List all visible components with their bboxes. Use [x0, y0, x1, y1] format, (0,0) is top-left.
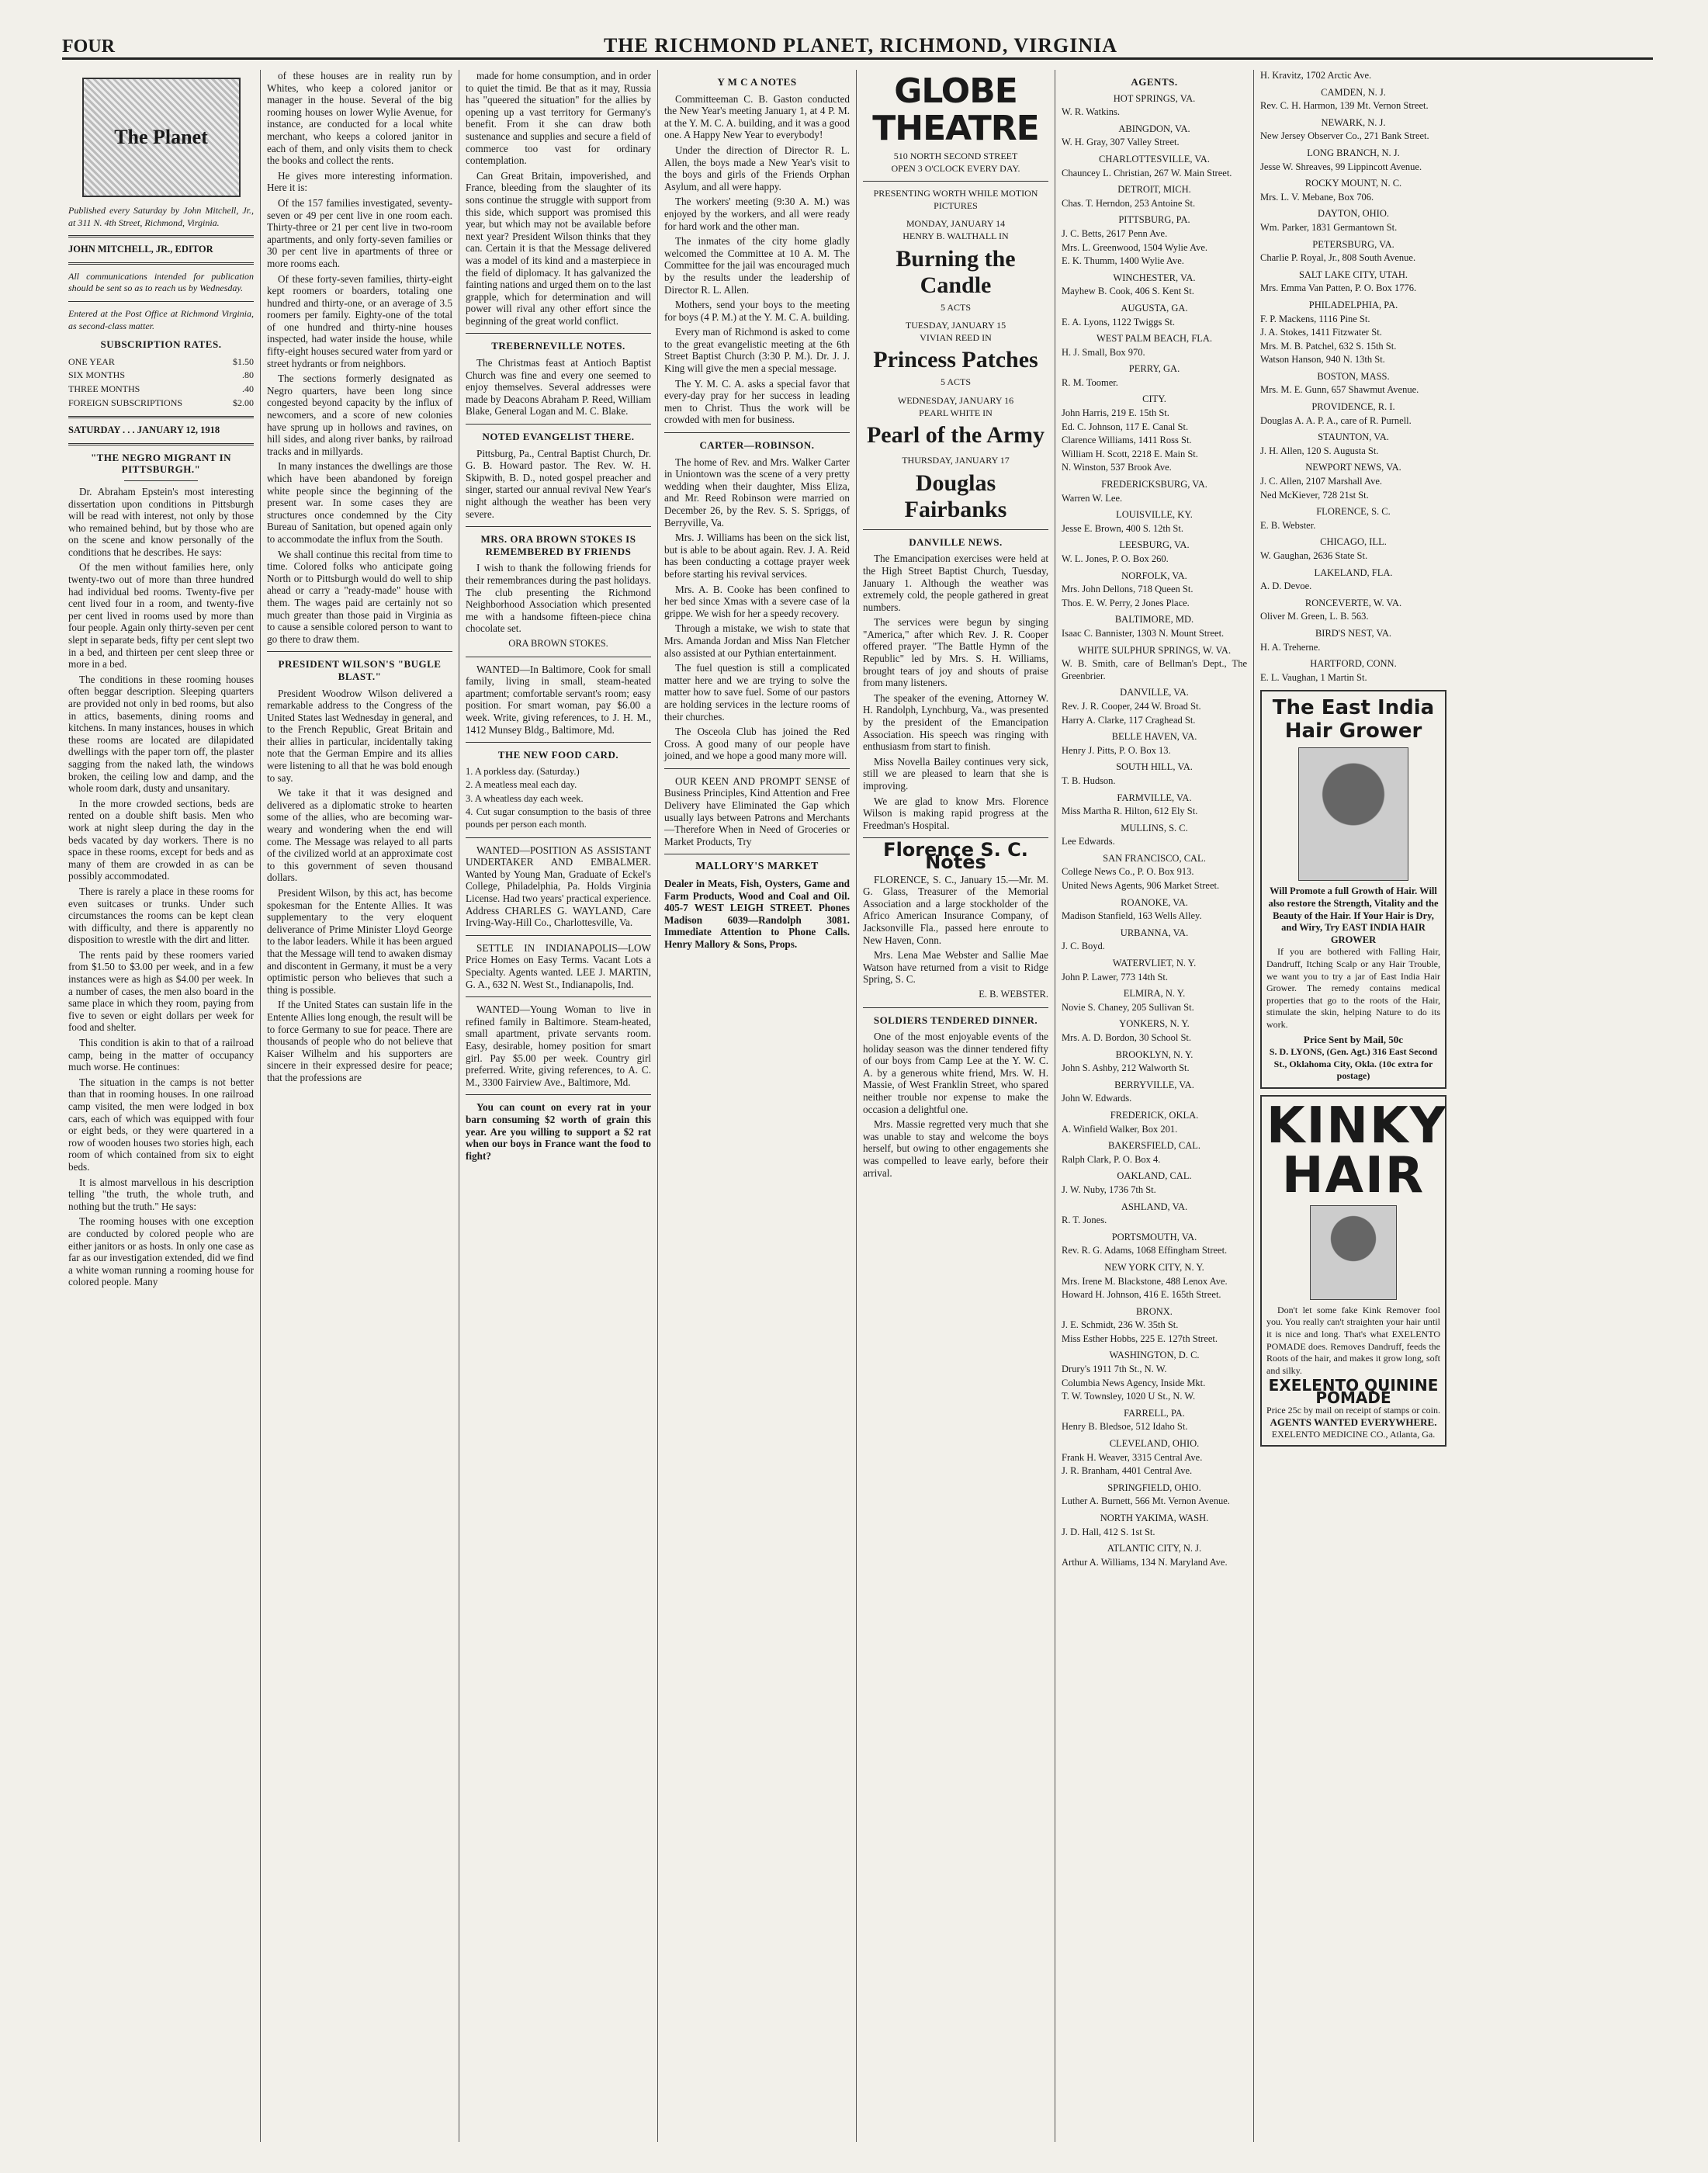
- agent-entry: John Harris, 219 E. 15th St.: [1062, 407, 1169, 419]
- article-paragraph: I wish to thank the following friends for their remembrances during the past holidays. The club presenting the Richmond Neighborhood Association which presented me with a handsome fifteen-piece china chocolate set.: [466, 562, 651, 635]
- agent-entry: J. C. Boyd.: [1062, 941, 1105, 952]
- theatre-presenting: PRESENTING WORTH WHILE MOTION PICTURES: [873, 188, 1038, 211]
- agent-entry: Mrs. L. Greenwood, 1504 Wylie Ave.: [1062, 241, 1207, 253]
- film-title: Burning the Candle: [896, 245, 1016, 298]
- agent-entry: Mrs. M. B. Patchel, 632 S. 15th St.: [1260, 340, 1397, 352]
- showing-date: WEDNESDAY, JANUARY 16: [897, 394, 1014, 406]
- article-paragraph: We shall continue this recital from time to time. Colored folks who anticipate going North or to Pittsburgh would do well to ship ahead or carry a "ready-made" house with them. The wages paid are certainly not so much greater than those paid in Virginia as to cause a sensible colored person to want to go there to draw them.: [267, 548, 452, 645]
- agent-place: NEWARK, N. J.: [1321, 116, 1386, 128]
- column-2: [261, 70, 459, 2142]
- agent-place: WHITE SULPHUR SPRINGS, W. VA.: [1077, 644, 1232, 656]
- agent-entry: J. D. Hall, 412 S. 1st St.: [1062, 1526, 1155, 1537]
- rate-row: ONE YEAR $1.50: [68, 355, 254, 367]
- article-paragraph: The Christmas feast at Antioch Baptist Church was fine and every one seemed to enjoy themselves. Several addresses were made by Deacons Abraham P. Reed, William Blake, General Logan and M. C. Blake.: [466, 357, 651, 418]
- showing-star: VIVIAN REED IN: [920, 331, 992, 343]
- article-paragraph: made for home consumption, and in order to quiet the timid. Be that as it may, Russia has "queered the situation" for the allies by opening up a vast territory for Germany's benefit. From it she can draw both sustenance and supplies and secure a field of commerce too vast for ordinary contemplation.: [466, 70, 651, 167]
- article-paragraph: Mrs. J. Williams has been on the sick list, but is able to be about again. Rev. J. A. Reid has been conducting a cottage prayer week before starting his revival services.: [664, 532, 850, 580]
- agents-heading: AGENTS.: [1131, 76, 1178, 88]
- page-columns: [62, 70, 1653, 2157]
- food-rule: 1. A porkless day. (Saturday.): [466, 765, 580, 777]
- article-headline: TREBERNEVILLE NOTES.: [491, 340, 625, 352]
- agent-place: ABINGDON, VA.: [1118, 123, 1190, 134]
- agent-place: WASHINGTON, D. C.: [1109, 1350, 1200, 1361]
- agent-place: FREDERICKSBURG, VA.: [1101, 479, 1207, 490]
- food-rule: 4. Cut sugar consumption to the basis of three pounds per person each month.: [466, 806, 651, 830]
- theatre-address: 510 NORTH SECOND STREET: [893, 151, 1018, 161]
- showing-date: THURSDAY, JANUARY 17: [902, 455, 1010, 466]
- ad-agent: S. D. LYONS, (Gen. Agt.) 316 East Second St., Oklahoma City, Okla. (10c extra for postage): [1269, 1046, 1438, 1082]
- article-paragraph: The workers' meeting (9:30 A. M.) was enjoyed by the workers, and all were ready for hard work and the other man.: [664, 196, 850, 232]
- article-paragraph: of these houses are in reality run by Whites, who keep a colored janitor or manager in the house. Several of the big rooming houses on lower Wylie Avenue, for instance, are conducted for a local white merchant, who keeps a colored janitor in each of them, and only visits them to check the books and collect the rents.: [267, 70, 452, 167]
- rate-row: FOREIGN SUBSCRIPTIONS $2.00: [68, 397, 254, 408]
- ad-price: Price Sent by Mail, 50c: [1303, 1034, 1404, 1046]
- article-paragraph: Dr. Abraham Epstein's most interesting dissertation upon conditions in Pittsburgh will be read with interest, not only by those who remained behind, but by those who are on the scene and know personally of the conditions that he describes. He says:: [68, 485, 254, 558]
- agent-place: LAKELAND, FLA.: [1314, 567, 1393, 578]
- woman-portrait-image: [1298, 747, 1408, 881]
- market-ad-text: OUR KEEN AND PROMPT SENSE of Business Principles, Kind Attention and Free Delivery have Eliminated the Gap which usually lays between Patrons and Merchants—Therefore When in Need of Groceries or Market Products, Try: [664, 775, 850, 847]
- agent-place: FARRELL, PA.: [1124, 1407, 1185, 1419]
- agent-entry: T. W. Townsley, 1020 U St., N. W.: [1062, 1391, 1196, 1402]
- column-3: [459, 70, 658, 2142]
- agent-entry: Lee Edwards.: [1062, 836, 1115, 847]
- agent-place: ROANOKE, VA.: [1121, 896, 1188, 908]
- signature: ORA BROWN STOKES.: [508, 637, 608, 649]
- article-paragraph: Through a mistake, we wish to state that Mrs. Amanda Jordan and Miss Nan Fletcher also assisted at our Pythian entertainment.: [664, 622, 850, 659]
- article-paragraph: Mrs. Lena Mae Webster and Sallie Mae Watson have returned from a visit to Ridge Spring, S. C.: [863, 949, 1048, 986]
- agent-place: YONKERS, N. Y.: [1119, 1018, 1190, 1030]
- agent-place: HARTFORD, CONN.: [1310, 658, 1397, 670]
- agent-entry: W. B. Smith, care of Bellman's Dept., The Greenbrier.: [1062, 658, 1247, 681]
- agent-place: CLEVELAND, OHIO.: [1109, 1438, 1200, 1450]
- agent-entry: H. Kravitz, 1702 Arctic Ave.: [1260, 70, 1372, 81]
- publication-notice: Published every Saturday by John Mitchell, Jr., at 311 N. 4th Street, Richmond, Virginia.: [68, 205, 254, 228]
- agent-place: NORTH YAKIMA, WASH.: [1100, 1513, 1209, 1523]
- agent-entry: Mrs. M. E. Gunn, 657 Shawmut Avenue.: [1260, 384, 1419, 396]
- agent-place: URBANNA, VA.: [1120, 927, 1189, 938]
- article-paragraph: In many instances the dwellings are those which have been abandoned by foreign white people since the beginning of the present war. In some cases they are structures once condemned by the City Bureau of Sanitation, but opened again only to accommodate the influx from the South.: [267, 460, 452, 545]
- agent-entry: Mayhew B. Cook, 406 S. Kent St.: [1062, 286, 1194, 297]
- agent-entry: Mrs. Emma Van Patten, P. O. Box 1776.: [1260, 282, 1417, 294]
- agent-entry: Douglas A. A. P. A., care of R. Purnell.: [1260, 414, 1412, 426]
- agent-place: WEST PALM BEACH, FLA.: [1097, 333, 1212, 345]
- agent-entry: Rev. C. H. Harmon, 139 Mt. Vernon Street.: [1260, 100, 1429, 112]
- article-paragraph: The home of Rev. and Mrs. Walker Carter in Uniontown was the scene of a very pretty wedding when their daughter, Miss Eliza, and Mr. Reed Robinson were married on December 26, by the Rev. S. S. Spriggs, of Berryville, Va.: [664, 456, 850, 529]
- agent-entry: E. B. Webster.: [1260, 519, 1316, 531]
- rates-table: [68, 355, 254, 410]
- article-paragraph: Pittsburg, Pa., Central Baptist Church, Dr. G. B. Howard pastor. The Rev. W. H. Skipwith, B. D., noted gospel preacher and singer, started our annual revival New Year's night although the weather has been very severe.: [466, 447, 651, 520]
- showing-date: TUESDAY, JANUARY 15: [905, 320, 1006, 331]
- agent-entry: Madison Stanfield, 163 Wells Alley.: [1062, 910, 1202, 922]
- showing-star: HENRY B. WALTHALL IN: [903, 230, 1009, 241]
- article-paragraph: Under the direction of Director R. L. Allen, the boys made a New Year's visit to the boys and girls of the Friends Orphan Asylum, and all were happy.: [664, 144, 850, 192]
- ad-price: Price 25c by mail on receipt of stamps or coin.: [1266, 1404, 1440, 1416]
- agent-entry: Novie S. Chaney, 205 Sullivan St.: [1062, 1001, 1194, 1013]
- column-1: [62, 70, 261, 2142]
- agent-entry: Columbia News Agency, Inside Mkt.: [1062, 1377, 1206, 1388]
- masthead: [62, 31, 1653, 60]
- column-4: [658, 70, 857, 2142]
- agent-entry: J. C. Betts, 2617 Penn Ave.: [1062, 227, 1168, 239]
- ad-body: If you are bothered with Falling Hair, Dandruff, Itching Scalp or any Hair Trouble, we want you to try a jar of East India Hair Grower. The remedy contains medical properties that go to the roots of the Hair, stimulate the skin, helping Nature to do its work.: [1266, 946, 1440, 1030]
- signature: E. B. WEBSTER.: [979, 988, 1048, 1000]
- agent-entry: United News Agents, 906 Market Street.: [1062, 880, 1220, 892]
- classified-ad: WANTED—Young Woman to live in refined family in Baltimore. Steam-heated, small apartment, private servants room. Easy, desirable, homey position for smart girl. Pay $5.00 per week. Country girl preferred. Write, giving references, to A. C. M., 3300 Fairview Ave., Baltimore, Md.: [466, 1003, 651, 1088]
- agent-entry: Watson Hanson, 940 N. 13th St.: [1260, 354, 1385, 366]
- article-headline: MRS. ORA BROWN STOKES IS REMEMBERED BY FRIENDS: [480, 533, 636, 557]
- agent-entry: E. L. Vaughan, 1 Martin St.: [1260, 671, 1367, 683]
- agent-entry: Henry J. Pitts, P. O. Box 13.: [1062, 744, 1171, 756]
- agent-entry: Mrs. Irene M. Blackstone, 488 Lenox Ave.: [1062, 1275, 1228, 1287]
- agent-entry: R. T. Jones.: [1062, 1215, 1107, 1226]
- agent-entry: W. R. Watkins.: [1062, 106, 1121, 118]
- article-paragraph: The situation in the camps is not better than that in rooming houses. In one railroad camp visited, the men were lodged in box cars, each of which was equipped with four or eight beds, or they were quartered in a row of wooden houses two stories high, each room of which contained from six to eight beds.: [68, 1076, 254, 1173]
- article-paragraph: He gives more interesting information. Here it is:: [267, 169, 452, 194]
- agent-entry: Jesse E. Brown, 400 S. 12th St.: [1062, 522, 1183, 534]
- ad-brand: EXELENTO QUININE POMADE: [1268, 1376, 1439, 1407]
- article-paragraph: We are glad to know Mrs. Florence Wilson is making rapid progress at the Freedman's Hospital.: [863, 795, 1048, 831]
- agent-place: WINCHESTER, VA.: [1113, 272, 1196, 283]
- film-title: Pearl of the Army: [866, 422, 1045, 449]
- agent-entry: H. J. Small, Box 970.: [1062, 346, 1145, 358]
- film-acts: 5 ACTS: [940, 301, 971, 313]
- article-headline: Florence S. C. Notes: [883, 839, 1028, 873]
- kinky-hair-ad: [1260, 1095, 1446, 1447]
- article-paragraph: Mrs. Massie regretted very much that she was unable to stay and welcome the boys herself, but owing to other engagements she was compelled to leave early, before their arrival.: [863, 1118, 1048, 1179]
- agent-place: PROVIDENCE, R. I.: [1311, 401, 1395, 413]
- agent-entry: W. H. Gray, 307 Valley Street.: [1062, 137, 1180, 148]
- article-paragraph: Of the 157 families investigated, seventy-seven or 49 per cent live in one room each. Thirty-three or 21 per cent live in two-room apartments, and only forty-seven families or 30 per cent live in apartments of three or more rooms each.: [267, 196, 452, 269]
- editor-line: JOHN MITCHELL, JR., EDITOR: [68, 244, 213, 255]
- agent-entry: Chauncey L. Christian, 267 W. Main Street.: [1062, 167, 1232, 178]
- agent-entry: A. Winfield Walker, Box 201.: [1062, 1123, 1178, 1135]
- agent-entry: Charlie P. Royal, Jr., 808 South Avenue.: [1260, 252, 1416, 264]
- dateline: SATURDAY . . . JANUARY 12, 1918: [68, 425, 220, 436]
- ad-heading: The East India Hair Grower: [1272, 696, 1435, 743]
- agent-entry: J. C. Allen, 2107 Marshall Ave.: [1260, 476, 1383, 487]
- agent-place: LOUISVILLE, KY.: [1116, 509, 1193, 521]
- agent-place: CITY.: [1142, 393, 1166, 405]
- column-5: [857, 70, 1055, 2142]
- agent-place: OAKLAND, CAL.: [1117, 1170, 1192, 1182]
- article-headline: SOLDIERS TENDERED DINNER.: [873, 1014, 1038, 1026]
- agent-entry: A. D. Devoe.: [1260, 581, 1312, 592]
- agent-entry: Drury's 1911 7th St., N. W.: [1062, 1364, 1167, 1375]
- planet-logo: The Planet: [82, 78, 241, 197]
- agent-entry: Thos. E. W. Perry, 2 Jones Place.: [1062, 597, 1190, 608]
- agent-entry: J. A. Stokes, 1411 Fitzwater St.: [1260, 327, 1382, 338]
- agent-place: STAUNTON, VA.: [1318, 431, 1389, 443]
- article-headline: PRESIDENT WILSON'S "BUGLE BLAST.": [278, 658, 442, 682]
- agent-place: NEW YORK CITY, N. Y.: [1104, 1261, 1204, 1273]
- ad-agents: AGENTS WANTED EVERYWHERE.: [1270, 1416, 1437, 1429]
- article-paragraph: Of these forty-seven families, thirty-eight kept roomers or boarders, totaling one hundred and thirty-one, or an average of 3.5 roomers per family. Eighty-one of the total of one hundred and thirty-nine houses inspected, had water inside the house, while fifty-eight houses secured water from yard or street hydrants or from neighbors.: [267, 272, 452, 369]
- agent-entry: John W. Edwards.: [1062, 1093, 1132, 1104]
- agent-entry: Oliver M. Green, L. B. 563.: [1260, 611, 1369, 622]
- communications-notice: All communications intended for publication should be sent so as to reach us by Wednesday.: [68, 270, 254, 294]
- agent-place: FREDERICK, OKLA.: [1110, 1109, 1199, 1121]
- agent-entry: Ed. C. Johnson, 117 E. Canal St.: [1062, 421, 1189, 432]
- rate-row: THREE MONTHS .40: [68, 383, 254, 394]
- agent-place: FARMVILLE, VA.: [1117, 792, 1192, 803]
- article-paragraph: If the United States can sustain life in the Entente Allies long enough, the result will be to force Germany to sue for peace. There are thousands of people who do not believe that Kaiser Wilhelm and his supporters are sincere in their expressed desire for peace; that the professions are: [267, 999, 452, 1083]
- article-headline: "THE NEGRO MIGRANT IN PITTSBURGH.": [90, 451, 232, 476]
- agent-entry: H. A. Treherne.: [1260, 641, 1321, 653]
- agent-place: WATERVLIET, N. Y.: [1112, 958, 1197, 969]
- agent-entry: Harry A. Clarke, 117 Craghead St.: [1062, 714, 1196, 726]
- agent-place: SPRINGFIELD, OHIO.: [1107, 1482, 1201, 1493]
- agent-entry: J. R. Branham, 4401 Central Ave.: [1062, 1465, 1193, 1477]
- agent-place: HOT SPRINGS, VA.: [1113, 92, 1196, 104]
- agent-entry: W. L. Jones, P. O. Box 260.: [1062, 553, 1169, 564]
- agent-place: BELLE HAVEN, VA.: [1111, 731, 1197, 743]
- agent-entry: Frank H. Weaver, 3315 Central Ave.: [1062, 1451, 1203, 1463]
- agent-entry: Mrs. A. D. Bordon, 30 School St.: [1062, 1032, 1192, 1043]
- article-paragraph: The Emancipation exercises were held at the High Street Baptist Church, Tuesday, January 1. Although the weather was extremely cold, the people gathered in great numbers.: [863, 553, 1048, 613]
- article-headline: THE NEW FOOD CARD.: [497, 749, 619, 761]
- article-paragraph: The conditions in these rooming houses often beggar description. Sleeping quarters are provided not only in bed rooms, but also in attics, basements, dining rooms and kitchens. In many instances, houses in which these rooms are located are dilapidated dwellings with the paper torn off, the plaster sagging from the naked lath, the windows broken, the ceiling low and damp, and the whole room dark, dusty and unsanitary.: [68, 673, 254, 795]
- agent-place: DAYTON, OHIO.: [1317, 208, 1390, 220]
- article-paragraph: One of the most enjoyable events of the holiday season was the dinner tendered fifty of our boys from Camp Lee at the Y. W. C. A. by a generous white friend, Mrs. W. H. Massie, of West Franklin Street, who spared neither trouble nor expense to make the occasion a delightful one.: [863, 1031, 1048, 1115]
- film-acts: 5 ACTS: [940, 376, 971, 388]
- article-paragraph: Committeeman C. B. Gaston conducted the New Year's meeting January 1, at 4 P. M. at the Y. M. C. A. building, and it was a good one. A Happy New Year to everybody!: [664, 92, 850, 141]
- agent-entry: E. K. Thumm, 1400 Wylie Ave.: [1062, 255, 1184, 267]
- article-paragraph: It is almost marvellous in his description telling "the truth, the whole truth, and nothing but the truth." He says:: [68, 1176, 254, 1212]
- entry-notice: Entered at the Post Office at Richmond Virginia, as second-class matter.: [68, 307, 254, 331]
- page-number: FOUR: [62, 36, 115, 57]
- article-paragraph: We take it that it was designed and delivered as a diplomatic stroke to hearten some of the allies, who are becoming war-weary and wondering when the end will come. The Message was relayed to all parts of the civilized world at an approximate cost to this government of seven thousand dollars.: [267, 787, 452, 884]
- market-ad-details: Dealer in Meats, Fish, Oysters, Game and Farm Products, Wood and Coal and Oil. 405-7 WEST LEIGH STREET. Phones Madison 6039—Randolph 3081. Immediate Attention to Phone Calls. Henry Mallory & Sons, Props.: [664, 878, 850, 950]
- article-headline: NOTED EVANGELIST THERE.: [482, 431, 635, 443]
- agent-entry: F. P. Mackens, 1116 Pine St.: [1260, 313, 1370, 324]
- agent-place: BRONX.: [1136, 1305, 1173, 1317]
- article-paragraph: President Woodrow Wilson delivered a remarkable address to the Congress of the United States last Wednesday in general, and to the French Republic, Great Britain and their allies in particular, incidentally taking note that the German Empire and its allies were listening to all that he was bold enough to say.: [267, 687, 452, 784]
- theatre-hours: OPEN 3 O'CLOCK EVERY DAY.: [891, 162, 1020, 174]
- article-headline: Y M C A NOTES: [717, 76, 797, 88]
- agent-place: CHICAGO, ILL.: [1320, 536, 1387, 548]
- rates-heading: SUBSCRIPTION RATES.: [100, 338, 222, 351]
- agent-entry: W. Gaughan, 2636 State St.: [1260, 550, 1368, 561]
- article-paragraph: FLORENCE, S. C., January 15.—Mr. M. G. Glass, Treasurer of the Memorial Association and a large stockholder of the Africo American Insurance Company, of Jacksonville Fla., passed here enroute to New Haven, Conn.: [863, 873, 1048, 946]
- column-6: [1055, 70, 1254, 2142]
- article-paragraph: The inmates of the city home gladly welcomed the Committee at 10 A. M. The Committee for the jail was encouraged much by the results under the leadership of Director R. L. Allen.: [664, 235, 850, 296]
- ad-heading: KINKY HAIR: [1266, 1097, 1447, 1204]
- article-paragraph: In the more crowded sections, beds are rented on a double shift basis. Men who work at night sleep during the day in the beds vacated by day workers. There is no space in these rooms, except for beds and as many of them are crowded in as can be possibly accommodated.: [68, 797, 254, 882]
- agent-entry: New Jersey Observer Co., 271 Bank Street.: [1260, 130, 1429, 142]
- article-paragraph: The sections formerly designated as Negro quarters, have been long since congested beyond capacity by the influx of newcomers, and a score of new colonies have sprung up in hollows and ravines, on hill sides, and along river banks, by railroad tracks and in millyards.: [267, 373, 452, 457]
- agent-place: PETERSBURG, VA.: [1312, 238, 1394, 250]
- agent-entry: Rev. R. G. Adams, 1068 Effingham Street.: [1062, 1245, 1228, 1256]
- showing-date: MONDAY, JANUARY 14: [906, 218, 1006, 230]
- agent-entry: T. B. Hudson.: [1062, 775, 1116, 786]
- column-7: [1254, 70, 1453, 2142]
- article-paragraph: Miss Novella Bailey continues very sick, still we are pleased to learn that she is improving.: [863, 755, 1048, 792]
- article-paragraph: The Osceola Club has joined the Red Cross. A good many of our people have joined, and we hope a good many more will.: [664, 726, 850, 762]
- agent-entry: Jesse W. Shreaves, 99 Lippincott Avenue.: [1260, 161, 1422, 172]
- article-paragraph: There is rarely a place in these rooms for even suitcases or trunks. Under such circumstances the rooms can be kept clean with difficulty, and there is apparently no disposition to wrestle with the dirt and litter.: [68, 885, 254, 946]
- agent-entry: Mrs. John Dellons, 718 Queen St.: [1062, 584, 1194, 595]
- agent-place: BOSTON, MASS.: [1317, 370, 1390, 382]
- agent-entry: E. A. Lyons, 1122 Twiggs St.: [1062, 316, 1176, 328]
- film-title: Douglas Fairbanks: [904, 470, 1007, 522]
- agent-place: BALTIMORE, MD.: [1114, 614, 1194, 626]
- agent-place: CHARLOTTESVILLE, VA.: [1099, 153, 1210, 165]
- agent-entry: R. M. Toomer.: [1062, 376, 1118, 388]
- agent-place: PITTSBURG, PA.: [1118, 214, 1190, 226]
- agent-entry: Mrs. L. V. Mebane, Box 706.: [1260, 191, 1374, 203]
- article-paragraph: The Y. M. C. A. asks a special favor that every-day pray for her success in leading men to Christ. Thus the work will be crowded with men for business.: [664, 377, 850, 426]
- agent-place: LONG BRANCH, N. J.: [1307, 147, 1400, 158]
- agent-place: SALT LAKE CITY, UTAH.: [1298, 269, 1408, 280]
- agent-place: BAKERSFIELD, CAL.: [1107, 1140, 1201, 1152]
- article-paragraph: The fuel question is still a complicated matter here and we are trying to solve the matter how to save fuel. Some of our pastors are holding services in the lecture rooms of their churches.: [664, 662, 850, 723]
- article-paragraph: Of the men without families here, only twenty-two out of more than three hundred had individual bed rooms. Twenty-five per cent lived four in a room, and twenty-five per cent lived in rooms used by more than four people. Again only thirty-seven per cent slept in separate beds, fifty per cent slept two in a bed, and thirteen per cent sleep three or more in a bed.: [68, 561, 254, 671]
- agent-entry: Warren W. Lee.: [1062, 492, 1123, 504]
- agent-entry: Howard H. Johnson, 416 E. 165th Street.: [1062, 1289, 1221, 1301]
- rate-row: SIX MONTHS .80: [68, 369, 254, 381]
- ad-company: EXELENTO MEDICINE CO., Atlanta, Ga.: [1271, 1428, 1436, 1440]
- showing-star: PEARL WHITE IN: [919, 407, 993, 418]
- agent-place: BERRYVILLE, VA.: [1114, 1079, 1194, 1090]
- agent-place: ROCKY MOUNT, N. C.: [1304, 178, 1402, 189]
- agent-place: ATLANTIC CITY, N. J.: [1107, 1543, 1202, 1554]
- newspaper-title: THE RICHMOND PLANET, RICHMOND, VIRGINIA: [603, 34, 1118, 57]
- agent-entry: Luther A. Burnett, 566 Mt. Vernon Avenue.: [1062, 1495, 1230, 1507]
- ad-claim: Will Promote a full Growth of Hair. Will also restore the Strength, Vitality and the Beauty of the Hair. If Your Hair is Dry, and Wiry, Try EAST INDIA HAIR GROWER: [1268, 885, 1439, 945]
- agent-place: BROOKLYN, N. Y.: [1115, 1048, 1194, 1060]
- agent-place: NEWPORT NEWS, VA.: [1305, 462, 1401, 473]
- agent-entry: College News Co., P. O. Box 913.: [1062, 866, 1194, 878]
- agent-entry: Arthur A. Williams, 134 N. Maryland Ave.: [1062, 1556, 1228, 1568]
- agent-place: ASHLAND, VA.: [1121, 1201, 1188, 1212]
- agent-place: SOUTH HILL, VA.: [1116, 761, 1193, 773]
- agent-entry: Wm. Parker, 1831 Germantown St.: [1260, 221, 1398, 233]
- market-ad-heading: MALLORY'S MARKET: [695, 861, 819, 873]
- theatre-name: GLOBE THEATRE: [872, 71, 1039, 148]
- article-headline: CARTER—ROBINSON.: [699, 439, 815, 452]
- agent-entry: Miss Martha R. Hilton, 612 Ely St.: [1062, 806, 1198, 817]
- agent-entry: Miss Esther Hobbs, 225 E. 127th Street.: [1062, 1333, 1218, 1344]
- article-paragraph: President Wilson, by this act, has become spokesman for the Entente Allies. It was supplementary to the very eloquent deliverance of Prime Minister Lloyd George to the labor leaders. While it has been argued that the Message will tend to awaken dismay and discontent in Germany, it must be a very optimistic person who believes that such a thing is possible.: [267, 887, 452, 996]
- agent-entry: J. W. Nuby, 1736 7th St.: [1062, 1184, 1156, 1195]
- classified-ad: WANTED—In Baltimore, Cook for small family, living in small, steam-heated apartment; comfortable servant's room; easy position. For smart woman, pay $6.00 a week. Write, giving references, to J. H. M., 1412 Munsey Bldg., Baltimore, Md.: [466, 663, 651, 736]
- agent-place: FLORENCE, S. C.: [1316, 506, 1391, 518]
- agent-place: DANVILLE, VA.: [1120, 687, 1189, 698]
- agent-entry: William H. Scott, 2218 E. Main St.: [1062, 448, 1198, 459]
- woman-portrait-image: [1310, 1205, 1397, 1300]
- article-paragraph: Mrs. A. B. Cooke has been confined to her bed since Xmas with a severe case of la grippe. We wish for her a speedy recovery.: [664, 583, 850, 619]
- agent-place: LEESBURG, VA.: [1119, 539, 1190, 551]
- agent-entry: Ralph Clark, P. O. Box 4.: [1062, 1153, 1161, 1165]
- classified-ad: WANTED—POSITION AS ASSISTANT UNDERTAKER AND EMBALMER. Wanted by Young Man, Graduate of Eckel's College, Philadelphia, Pa. Holds Virginia License. Had two years' practical experience. Address CHARLES G. WAYLAND, Care Irving-Way-Hill Co., Charlottesville, Va.: [466, 844, 651, 929]
- agent-place: DETROIT, MICH.: [1117, 184, 1191, 196]
- classified-ad: SETTLE IN INDIANAPOLIS—LOW Price Homes on Easy Terms. Vacant Lots a Specialty. Agents wanted. LEE J. MARTIN, G. A., 632 N. West St., Indianapolis, Ind.: [466, 941, 651, 990]
- east-india-hair-grower-ad: [1260, 690, 1446, 1089]
- ad-body: Don't let some fake Kink Remover fool you. You really can't straighten your hair until it is nice and long. That's what EXELENTO POMADE does. Removes Dandruff, feeds the Roots of the hair, and makes it grow long, soft and silky.: [1266, 1304, 1440, 1376]
- food-notice: You can count on every rat in your barn consuming $2 worth of grain this year. Are you willing to support a $2 rat when our boys in France want the food to fight?: [466, 1101, 651, 1162]
- article-paragraph: Every man of Richmond is asked to come to the great evangelistic meeting at the 6th Street Baptist Church (3:30 P. M.). Dr. J. J. King will give the men a special message.: [664, 326, 850, 375]
- article-paragraph: The services were begun by singing "America," after which Rev. J. R. Cooper offered prayer. "The Battle Hymn of the Republic" led by Mrs. S. H. Williams, brought tears of joy and shouts of praise from many listeners.: [863, 616, 1048, 689]
- agent-place: BIRD'S NEST, VA.: [1315, 627, 1392, 639]
- film-title: Princess Patches: [873, 347, 1038, 373]
- agent-place: RONCEVERTE, W. VA.: [1304, 597, 1402, 608]
- agent-place: AUGUSTA, GA.: [1121, 302, 1188, 314]
- agent-entry: N. Winston, 537 Brook Ave.: [1062, 462, 1172, 473]
- article-paragraph: This condition is akin to that of a railroad camp, being in the matter of occupancy much worse. He continues:: [68, 1037, 254, 1073]
- agent-entry: Isaac C. Bannister, 1303 N. Mount Street.: [1062, 627, 1225, 639]
- agent-place: NORFOLK, VA.: [1121, 570, 1187, 581]
- agents-list: [1260, 87, 1446, 684]
- agent-entry: J. H. Allen, 120 S. Augusta St.: [1260, 445, 1379, 456]
- agent-entry: Henry B. Bledsoe, 512 Idaho St.: [1062, 1421, 1188, 1433]
- food-rule: 3. A wheatless day each week.: [466, 792, 584, 804]
- agent-place: PORTSMOUTH, VA.: [1111, 1231, 1197, 1242]
- article-paragraph: Can Great Britain, impoverished, and France, bleeding from the slaughter of its sons continue the struggle with support from this side, which support was promised this year, but which may not be available before next year? President Wilson thinks that they can. Certain it is that the Message delivered was a model of its kind and a masterpiece in the field of diplomacy. It has galvanized the fainting nations and urged them on to the last grapple, which for determination and will power will rival any other effort since the beginning of the great world conflict.: [466, 169, 651, 327]
- agent-place: SAN FRANCISCO, CAL.: [1103, 852, 1206, 864]
- agent-entry: Ned McKiever, 728 21st St.: [1260, 489, 1369, 501]
- agent-place: PHILADELPHIA, PA.: [1308, 299, 1398, 310]
- agent-entry: John P. Lawer, 773 14th St.: [1062, 971, 1168, 983]
- article-paragraph: The rents paid by these roomers varied from $1.50 to $3.00 per week, and in a few instances were as high as $4.00 per week. In a number of cases, the men also board in the same place in which they room, paying from five to seven or eight dollars per week for food and shelter.: [68, 948, 254, 1034]
- article-headline: DANVILLE NEWS.: [909, 535, 1003, 548]
- agent-entry: John S. Ashby, 212 Walworth St.: [1062, 1062, 1190, 1074]
- agent-entry: Clarence Williams, 1411 Ross St.: [1062, 435, 1192, 446]
- article-paragraph: The rooming houses with one exception are conducted by colored people who are either janitors or as hosts. In only one case as far as our investigation extended, did we find a white woman running a rooming house for colored people. Many: [68, 1215, 254, 1288]
- globe-theatre-ad: [863, 73, 1048, 523]
- food-rule: 2. A meatless meal each day.: [466, 779, 577, 791]
- agent-place: ELMIRA, N. Y.: [1123, 988, 1186, 1000]
- article-paragraph: Mothers, send your boys to the meeting for boys (4 P. M.) at the Y. M. C. A. building.: [664, 299, 850, 323]
- agent-place: CAMDEN, N. J.: [1321, 86, 1386, 98]
- agent-entry: Rev. J. R. Cooper, 244 W. Broad St.: [1062, 700, 1201, 712]
- agent-place: MULLINS, S. C.: [1121, 822, 1188, 834]
- agent-entry: J. E. Schmidt, 236 W. 35th St.: [1062, 1319, 1179, 1331]
- article-paragraph: The speaker of the evening, Attorney W. H. Randolph, Lynchburg, Va., was presented by the president of the Emancipation Association. His speech was ringing with enthusiasm from start to finish.: [863, 691, 1048, 753]
- agent-place: PERRY, GA.: [1128, 363, 1180, 375]
- agent-entry: Chas. T. Herndon, 253 Antoine St.: [1062, 197, 1196, 209]
